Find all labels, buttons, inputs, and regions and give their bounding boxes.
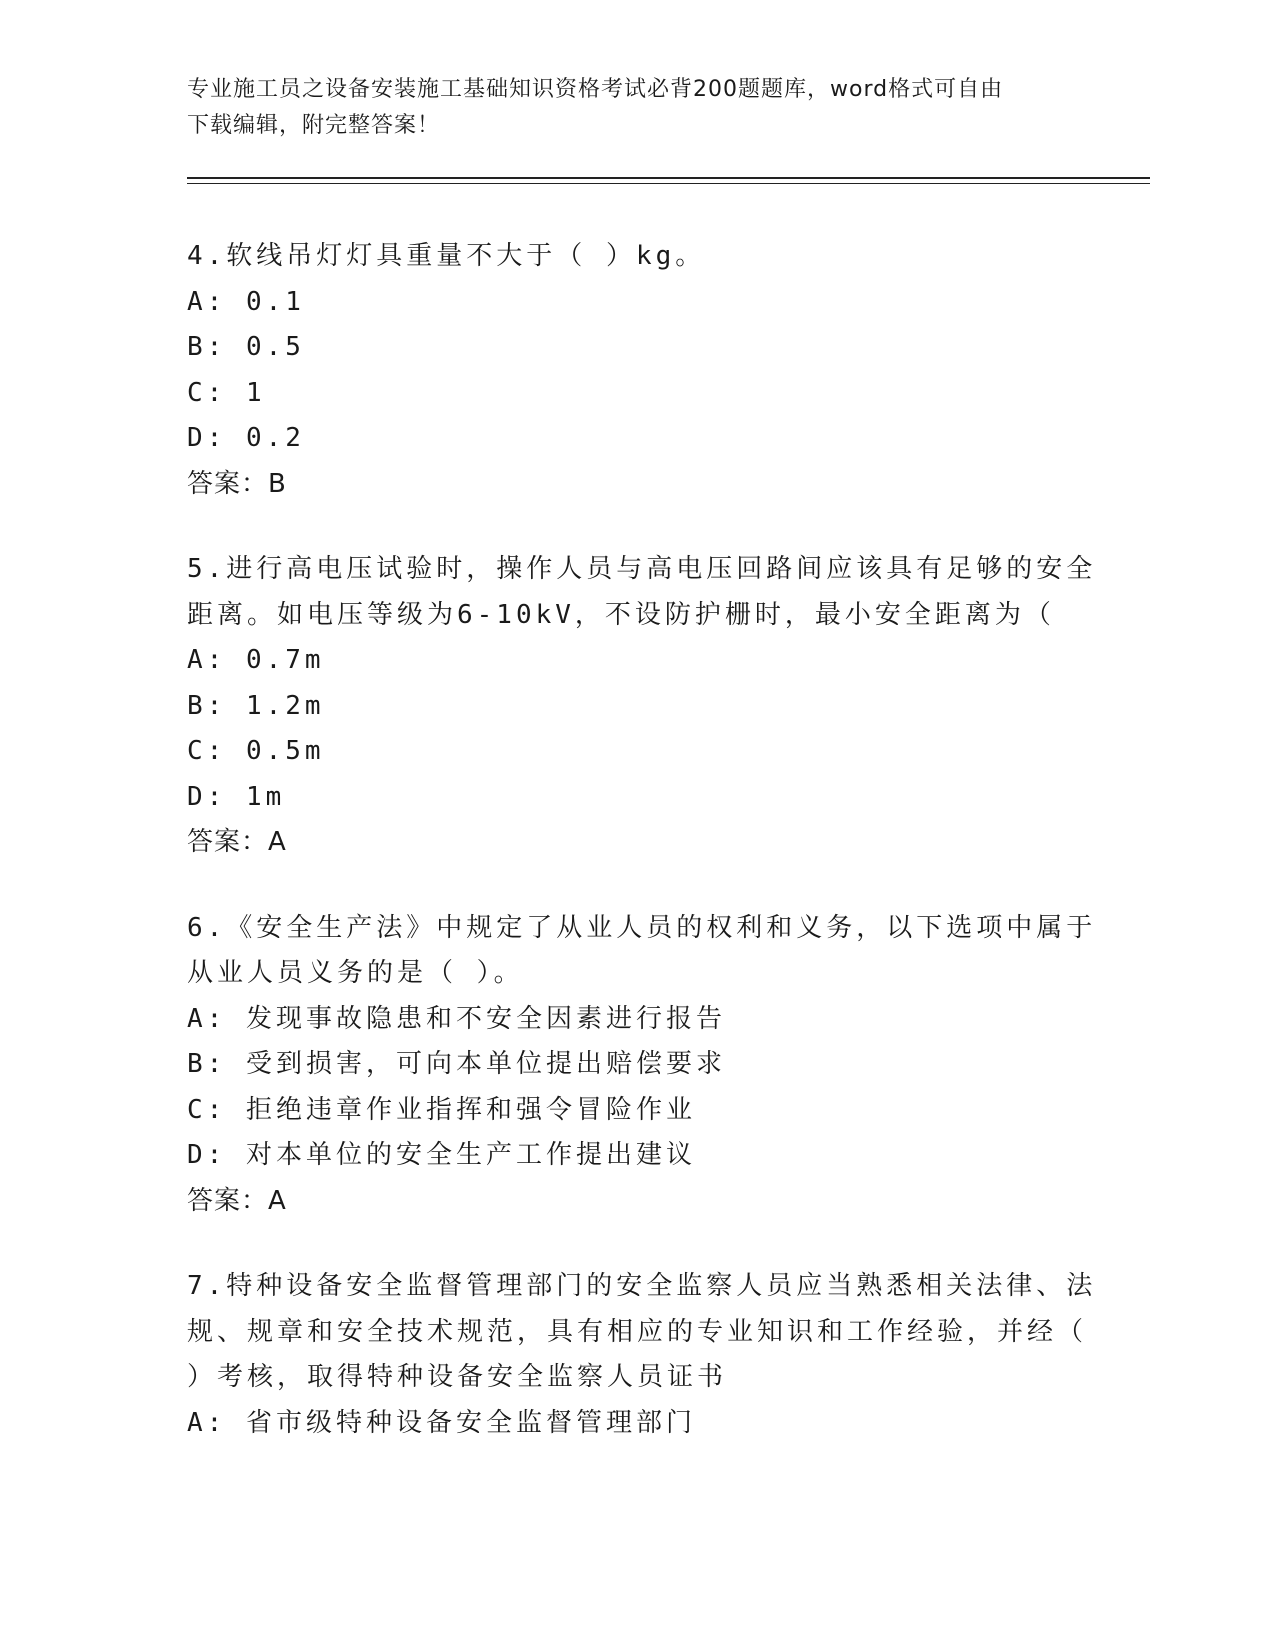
question-5 <box>187 547 1097 866</box>
question-6 <box>187 906 1097 1225</box>
question-stem-continued: ）考核，取得特种设备安全监察人员证书 <box>187 1362 728 1392</box>
option-a: A: 省市级特种设备安全监督管理部门 <box>187 1407 696 1438</box>
answer-label: 答案：A <box>187 827 287 857</box>
question-list <box>187 234 1097 1486</box>
option-d: D: 1m <box>187 781 286 812</box>
question-stem: 4.软线吊灯灯具重量不大于（ ）kg。 <box>187 241 706 271</box>
option-c: C: 拒绝违章作业指挥和强令冒险作业 <box>187 1094 696 1125</box>
header-divider-thick <box>187 177 1150 179</box>
option-d: D: 对本单位的安全生产工作提出建议 <box>187 1140 696 1170</box>
answer-label: 答案：A <box>187 1185 287 1216</box>
header-divider-thin <box>187 183 1150 184</box>
document-header <box>187 72 1067 144</box>
question-stem-continued: 从业人员义务的是（ ）。 <box>187 958 524 988</box>
answer-label: 答案：B <box>187 468 287 499</box>
option-a: A: 0.7m <box>187 645 325 675</box>
question-stem-continued: 距离。如电压等级为6-10kV，不设防护栅时，最小安全距离为（ <box>187 599 1055 630</box>
option-a: A: 发现事故隐患和不安全因素进行报告 <box>187 1003 726 1034</box>
question-4 <box>187 234 1067 507</box>
option-c: C: 0.5m <box>187 736 325 766</box>
option-c: C: 1 <box>187 377 266 408</box>
question-7 <box>187 1264 1097 1446</box>
option-b: B: 受到损害，可向本单位提出赔偿要求 <box>187 1049 726 1079</box>
question-stem-continued: 规、规章和安全技术规范，具有相应的专业知识和工作经验，并经（ <box>187 1316 1088 1347</box>
header-title-line-1: 专业施工员之设备安装施工基础知识资格考试必背200题题库，word格式可自由 <box>187 77 1004 102</box>
question-stem: 5.进行高电压试验时，操作人员与高电压回路间应该具有足够的安全 <box>187 554 1097 584</box>
option-d: D: 0.2 <box>187 423 305 453</box>
option-b: B: 0.5 <box>187 332 305 362</box>
question-stem: 6.《安全生产法》中规定了从业人员的权利和义务，以下选项中属于 <box>187 912 1097 943</box>
option-a: A: 0.1 <box>187 286 305 317</box>
header-title-line-2: 下载编辑，附完整答案！ <box>187 113 441 138</box>
question-stem: 7.特种设备安全监督管理部门的安全监察人员应当熟悉相关法律、法 <box>187 1271 1097 1301</box>
option-b: B: 1.2m <box>187 690 325 721</box>
